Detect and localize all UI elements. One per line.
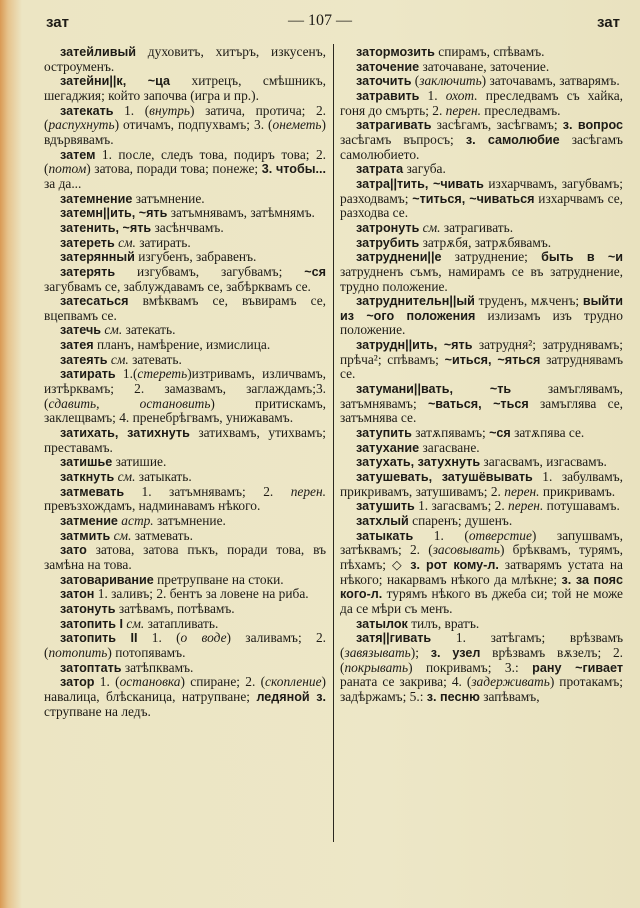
dictionary-entry (340, 338, 623, 382)
usage-label: перен. (445, 102, 481, 118)
translation-text: ) навалица, блѣсканица, натрупване; (44, 674, 327, 704)
translation-text: 1.( (115, 366, 138, 382)
translation-text: ) брѣквамъ, турямъ, пѣхамъ; (340, 542, 623, 572)
translation-text: ) запушвамъ, затѣквамъ; 2. ( (340, 527, 623, 558)
translation-text: затрудня²; затруднявамъ; прѣча²; спѣвамъ; (340, 337, 623, 367)
headword: затопить II (60, 631, 138, 646)
usage-label: перен. (508, 498, 544, 514)
headword: затопить I (60, 616, 124, 631)
translation-text: 1. заливъ; 2. бентъ за ловене на риба. (94, 586, 309, 602)
headword: затереть (60, 235, 115, 250)
translation-text: ) покривамъ; 3.: (408, 659, 533, 675)
translation-text: 1. ( (113, 102, 150, 118)
translation-text: затихвамъ, утихвамъ; преставамъ. (44, 425, 327, 455)
headword: затя||гивать (356, 631, 432, 646)
dictionary-entry (44, 602, 326, 617)
left-column (44, 45, 326, 719)
headword: затишье (60, 455, 113, 470)
translation-text: за да... (44, 175, 82, 191)
dictionary-entry (340, 499, 623, 514)
translation-text: замъглявамъ, затъмнявамъ; (340, 381, 623, 411)
translation-text: ) затича, протича; 2. ( (44, 102, 326, 133)
dictionary-entry (340, 617, 623, 632)
headword: зато (60, 543, 87, 558)
headword: затрубить (356, 235, 420, 250)
translation-text: 1. затъмнявамъ; 2. (124, 483, 291, 499)
translation-text: преследвамъ. (480, 102, 561, 118)
right-column (340, 45, 623, 705)
dictionary-entry (44, 661, 326, 676)
headword: затон (60, 587, 95, 602)
translation-text: ) заливамъ; 2. ( (44, 630, 326, 660)
page-number: — 107 — (288, 12, 352, 29)
usage-label: потопить (48, 644, 108, 660)
headword: затрудн||ить, ~ять (356, 338, 473, 353)
headword: ~иться, ~яться (444, 352, 541, 367)
translation-text: засѣгамъ въпросъ; (340, 131, 466, 147)
translation-text: спаренъ; душенъ. (408, 513, 513, 528)
dictionary-entry (44, 45, 326, 74)
headword: затея (60, 338, 94, 353)
headword: затмение (60, 514, 118, 528)
headword: затхлый (356, 514, 409, 528)
translation-text: затъмнявамъ, затѣмнямъ. (167, 205, 315, 221)
headword: з. вопрос (562, 118, 623, 133)
dictionary-entry (340, 162, 623, 177)
translation-text: затрудненъ съмъ, намирамъ се въ затруднение, трудно положение. (340, 263, 623, 294)
headword: затерянный (60, 250, 135, 265)
translation-text: духовитъ, хитъръ, изкусенъ, остроуменъ. (44, 44, 326, 74)
translation-text: заточаване, заточение. (419, 58, 550, 74)
translation-text: тилъ, вратъ. (407, 615, 480, 631)
usage-label: см. (114, 469, 136, 485)
headword: з. самолюбие (465, 132, 560, 147)
dictionary-entry (44, 265, 326, 294)
dictionary-entry (340, 470, 623, 499)
dictionary-entry (44, 206, 326, 221)
headword: з. за пояс кого-л. (340, 572, 624, 602)
dictionary-entry (340, 514, 623, 529)
headword: ~ся (489, 426, 511, 441)
dictionary-entry (340, 294, 623, 338)
translation-text: ) спиране; 2. ( (180, 674, 266, 690)
headword: быть в ~и (541, 250, 624, 265)
translation-text: прикривамъ. (539, 483, 616, 499)
translation-text: засѣгамъ, засѣгвамъ; (431, 117, 563, 133)
translation-text: врѣзвамъ вѫзелъ; 2. ( (340, 644, 624, 675)
dictionary-entry (44, 192, 326, 207)
headword: затоваривание (60, 572, 154, 587)
dictionary-entry (44, 148, 326, 192)
usage-label: распухнуть (48, 117, 115, 133)
headword: затоптать (60, 660, 122, 675)
headword: затор (60, 675, 95, 690)
translation-text: потушавамъ. (543, 498, 620, 514)
translation-text: затварямъ устата на нѣкого; накарвамъ нѣкого да млѣкне; (340, 556, 623, 587)
translation-text: труденъ, мѫченъ; (474, 293, 583, 309)
dictionary-entry (340, 529, 623, 617)
translation-text: замъглява се, затъмнява се. (340, 395, 623, 426)
usage-label: о воде (180, 630, 227, 646)
usage-label: см. (101, 322, 123, 338)
dictionary-entry (44, 470, 326, 485)
usage-label: онеметь (272, 117, 322, 133)
headword: затемн||ить, ~ять (60, 206, 168, 221)
dictionary-entry (340, 74, 623, 89)
dictionary-entry (340, 455, 623, 470)
translation-text: изгубвамъ, загубвамъ; (115, 263, 305, 279)
headword: затра||тить, ~чивать (356, 176, 484, 191)
translation-text: 1. ( (413, 527, 469, 543)
headword: затекать (60, 103, 114, 118)
translation-text: затишие. (112, 454, 167, 470)
dictionary-entry (44, 631, 326, 660)
translation-text: засѣгамъ самолюбието. (340, 131, 623, 162)
headword: затухать, затухнуть (356, 455, 481, 470)
translation-text: превъзхождамъ, надминавамъ нѣкого. (44, 498, 261, 514)
headword: затушить (356, 499, 415, 514)
running-head-right: зат (597, 14, 620, 31)
translation-text: планъ, намѣрение, измислица. (93, 337, 271, 353)
translation-text: изхарчвамъ, загубвамъ; разходвамъ; (340, 175, 624, 206)
dictionary-entry (44, 338, 326, 353)
headword: 3. чтобы... (261, 162, 326, 177)
usage-label: перен. (504, 483, 540, 499)
dictionary-entry (44, 353, 326, 368)
headword: з. узел (430, 645, 481, 660)
usage-label: засовывать (432, 542, 500, 558)
translation-text: затруднение; (441, 249, 542, 265)
translation-text: ) притискамъ, заклещвамъ; 4. пренебрѣгвамъ, унижавамъ. (44, 395, 326, 426)
dictionary-entry (44, 294, 326, 323)
translation-text: изгубенъ, забравенъ. (134, 249, 257, 265)
translation-text: затапливать. (144, 615, 219, 631)
translation-text: затекать. (122, 322, 176, 338)
dictionary-entry (44, 104, 326, 148)
dictionary-entry (44, 573, 326, 588)
dictionary-entry (44, 485, 326, 514)
translation-text: спирамъ, спѣвамъ. (434, 44, 545, 59)
headword: ~ваться, ~ться (427, 396, 529, 411)
dictionary-entry (44, 221, 326, 236)
usage-label: перен. (290, 483, 326, 499)
translation-text: затѫпявамъ; (411, 425, 490, 441)
dictionary-entry (340, 426, 623, 441)
usage-label: стереть (137, 366, 188, 382)
headword: заточить (356, 74, 412, 89)
translation-text: турямъ нѣкого въ джеба си; той не може да се мѣри съ менъ. (340, 586, 623, 616)
translation-text: загуба. (403, 161, 446, 177)
headword: выйти из ~ого положения (340, 294, 623, 323)
translation-text: ) потопявамъ. (107, 644, 186, 660)
dictionary-entry (44, 617, 326, 632)
headword: затмить (60, 528, 111, 543)
usage-label: скопление (265, 674, 322, 690)
headword: затрата (356, 162, 404, 177)
translation-text: затъмнение. (153, 513, 226, 528)
usage-label: см. (114, 234, 136, 250)
dictionary-entry (44, 675, 326, 719)
headword: заточение (356, 59, 420, 74)
headword: затрагивать (356, 118, 432, 133)
headword: затыкать (356, 528, 414, 543)
usage-label: покрывать (344, 659, 409, 675)
translation-text: преследвамъ съ хайка, гоня до смърть; 2. (340, 87, 623, 118)
headword: затронуть (356, 220, 420, 235)
usage-label: завязывать (344, 644, 411, 660)
headword: затонуть (60, 601, 116, 616)
usage-label: отверстие (468, 527, 532, 543)
translation-text: ) заточавамъ, затварямъ. (481, 73, 620, 89)
translation-text: ) вдървявамъ. (44, 117, 326, 147)
dictionary-entry (44, 367, 326, 426)
translation-text: запѣвамъ, (479, 688, 540, 704)
dictionary-entry (340, 177, 623, 221)
headword: затенить, ~ять (60, 220, 152, 235)
dictionary-entry (44, 236, 326, 251)
translation-text: затрагивать. (440, 219, 514, 235)
headword: затерять (60, 264, 116, 279)
usage-label: охот. (445, 87, 478, 103)
headword: ледяной з. (256, 689, 327, 704)
translation-text: ) затова, поради това; понеже; (86, 161, 262, 177)
headword: затеять (60, 352, 108, 367)
headword: затем (60, 147, 96, 162)
translation-text: ) отичамъ, подпухвамъ; 3. ( (114, 117, 273, 133)
headword: затечь (60, 323, 102, 338)
headword: затухание (356, 440, 420, 455)
translation-text: затирать. (135, 234, 191, 250)
headword: затруднительн||ый (356, 294, 475, 309)
translation-text: затова, затова пъкъ, поради това, въ замѣна на това. (44, 542, 326, 572)
usage-label: задерживать (471, 674, 550, 690)
translation-text: 1. забулвамъ, прикривамъ, затушивамъ; 2. (340, 469, 623, 499)
headword: рану ~гивает (532, 660, 624, 675)
dictionary-entry (340, 118, 623, 162)
headword: затемнение (60, 191, 133, 206)
usage-label: см. (123, 615, 145, 631)
usage-label: см. (110, 527, 132, 543)
translation-text: раната се закрива; 4. ( (340, 674, 472, 690)
dictionary-entry (340, 250, 623, 294)
headword: затумани||вать, ~ть (356, 382, 512, 397)
translation-text: 1. ( (137, 630, 181, 646)
translation-text: ); (410, 644, 431, 660)
headword: затирать (60, 367, 116, 382)
headword: затмевать (60, 484, 125, 499)
translation-text: 1. после, следъ това, подиръ това; 2. ( (44, 146, 326, 177)
headword: затупить (356, 426, 412, 441)
usage-label: см. (107, 351, 129, 367)
dictionary-entry (340, 45, 623, 60)
headword: затравить (356, 88, 420, 103)
headword: ◇ з. рот кому-л. (391, 557, 499, 572)
headword: затесаться (60, 294, 129, 309)
translation-text: 1. (419, 87, 446, 103)
headword: ~титься, ~чиваться (412, 191, 535, 206)
headword: затруднени||е (356, 250, 442, 265)
translation-text: загасвамъ, изгасвамъ. (480, 454, 607, 470)
headword: затихать, затихнуть (60, 426, 190, 441)
headword: затейни||к, ~ца (60, 74, 171, 89)
translation-text: излизамъ изъ трудно положение. (340, 307, 623, 338)
dictionary-entry (44, 529, 326, 544)
translation-text: ) протакамъ; задѣржамъ; 5.: (340, 674, 623, 704)
dictionary-entry (44, 514, 326, 529)
translation-text: ( (411, 73, 420, 89)
dictionary-entry (340, 89, 623, 118)
translation-text: )изтривамъ, изличвамъ, изтѣрквамъ; 2. замазвамъ, заглаждамъ;3. ( (44, 366, 326, 411)
translation-text: изхарчвамъ се, разходва се. (340, 190, 623, 221)
usage-label: остановка (119, 674, 181, 690)
usage-label: астр. (117, 513, 154, 528)
dictionary-entry (340, 221, 623, 236)
dictionary-entry (44, 455, 326, 470)
translation-text: хитрецъ, смѣшникъ, шегаджия; който започва (игра и пр.). (44, 73, 326, 103)
usage-label: потом (48, 161, 87, 177)
running-head-left: зат (46, 14, 69, 31)
usage-label: заключить (419, 73, 482, 89)
headword: заткнуть (60, 470, 115, 485)
translation-text: вмѣквамъ се, въвирамъ се, вцепвамъ се. (44, 293, 326, 323)
translation-text: загубвамъ се, заблуждавамъ се, забѣрквамъ се. (44, 278, 311, 294)
headword: з. песню (426, 689, 480, 704)
headword: затормозить (356, 45, 435, 59)
dictionary-entry (44, 426, 326, 455)
translation-text: 1. затѣгамъ; врѣзвамъ ( (340, 630, 623, 660)
dictionary-entry (340, 236, 623, 251)
dictionary-entry (44, 543, 326, 572)
headword: затылок (356, 616, 408, 631)
dictionary-entry (44, 250, 326, 265)
usage-label: сдавить, остановить (48, 395, 211, 411)
translation-text: 1. ( (94, 674, 120, 690)
column-divider (333, 44, 334, 842)
translation-text: претрупване на стоки. (153, 571, 284, 587)
translation-text: затевать. (128, 351, 182, 367)
dictionary-entry (44, 74, 326, 103)
translation-text: загасване. (419, 439, 480, 455)
dictionary-entry (44, 587, 326, 602)
dictionary-entry (340, 60, 623, 75)
usage-label: внутрь (149, 102, 191, 118)
dictionary-entry (340, 382, 623, 426)
translation-text: затъмнение. (132, 190, 205, 206)
translation-text: струпване на ледъ. (44, 703, 151, 719)
headword: затушевать, затушёвывать (356, 470, 533, 485)
translation-text: 1. загасвамъ; 2. (414, 498, 509, 514)
dictionary-entry (340, 631, 623, 704)
translation-text: затруднявамъ се. (340, 351, 624, 382)
usage-label: см. (419, 219, 441, 235)
translation-text: затѫпява се. (510, 425, 585, 441)
translation-text: засѣнчвамъ. (151, 219, 224, 235)
translation-text: затыкать. (135, 469, 192, 485)
translation-text: затѣвамъ, потѣвамъ. (115, 600, 235, 616)
translation-text: затрѫбя, затрѫбявамъ. (419, 234, 552, 250)
translation-text: затмевать. (131, 527, 193, 543)
headword: ~ся (304, 264, 326, 279)
headword: затейливый (60, 45, 136, 59)
dictionary-entry (340, 441, 623, 456)
translation-text: затѣпквамъ. (121, 659, 194, 675)
dictionary-entry (44, 323, 326, 338)
